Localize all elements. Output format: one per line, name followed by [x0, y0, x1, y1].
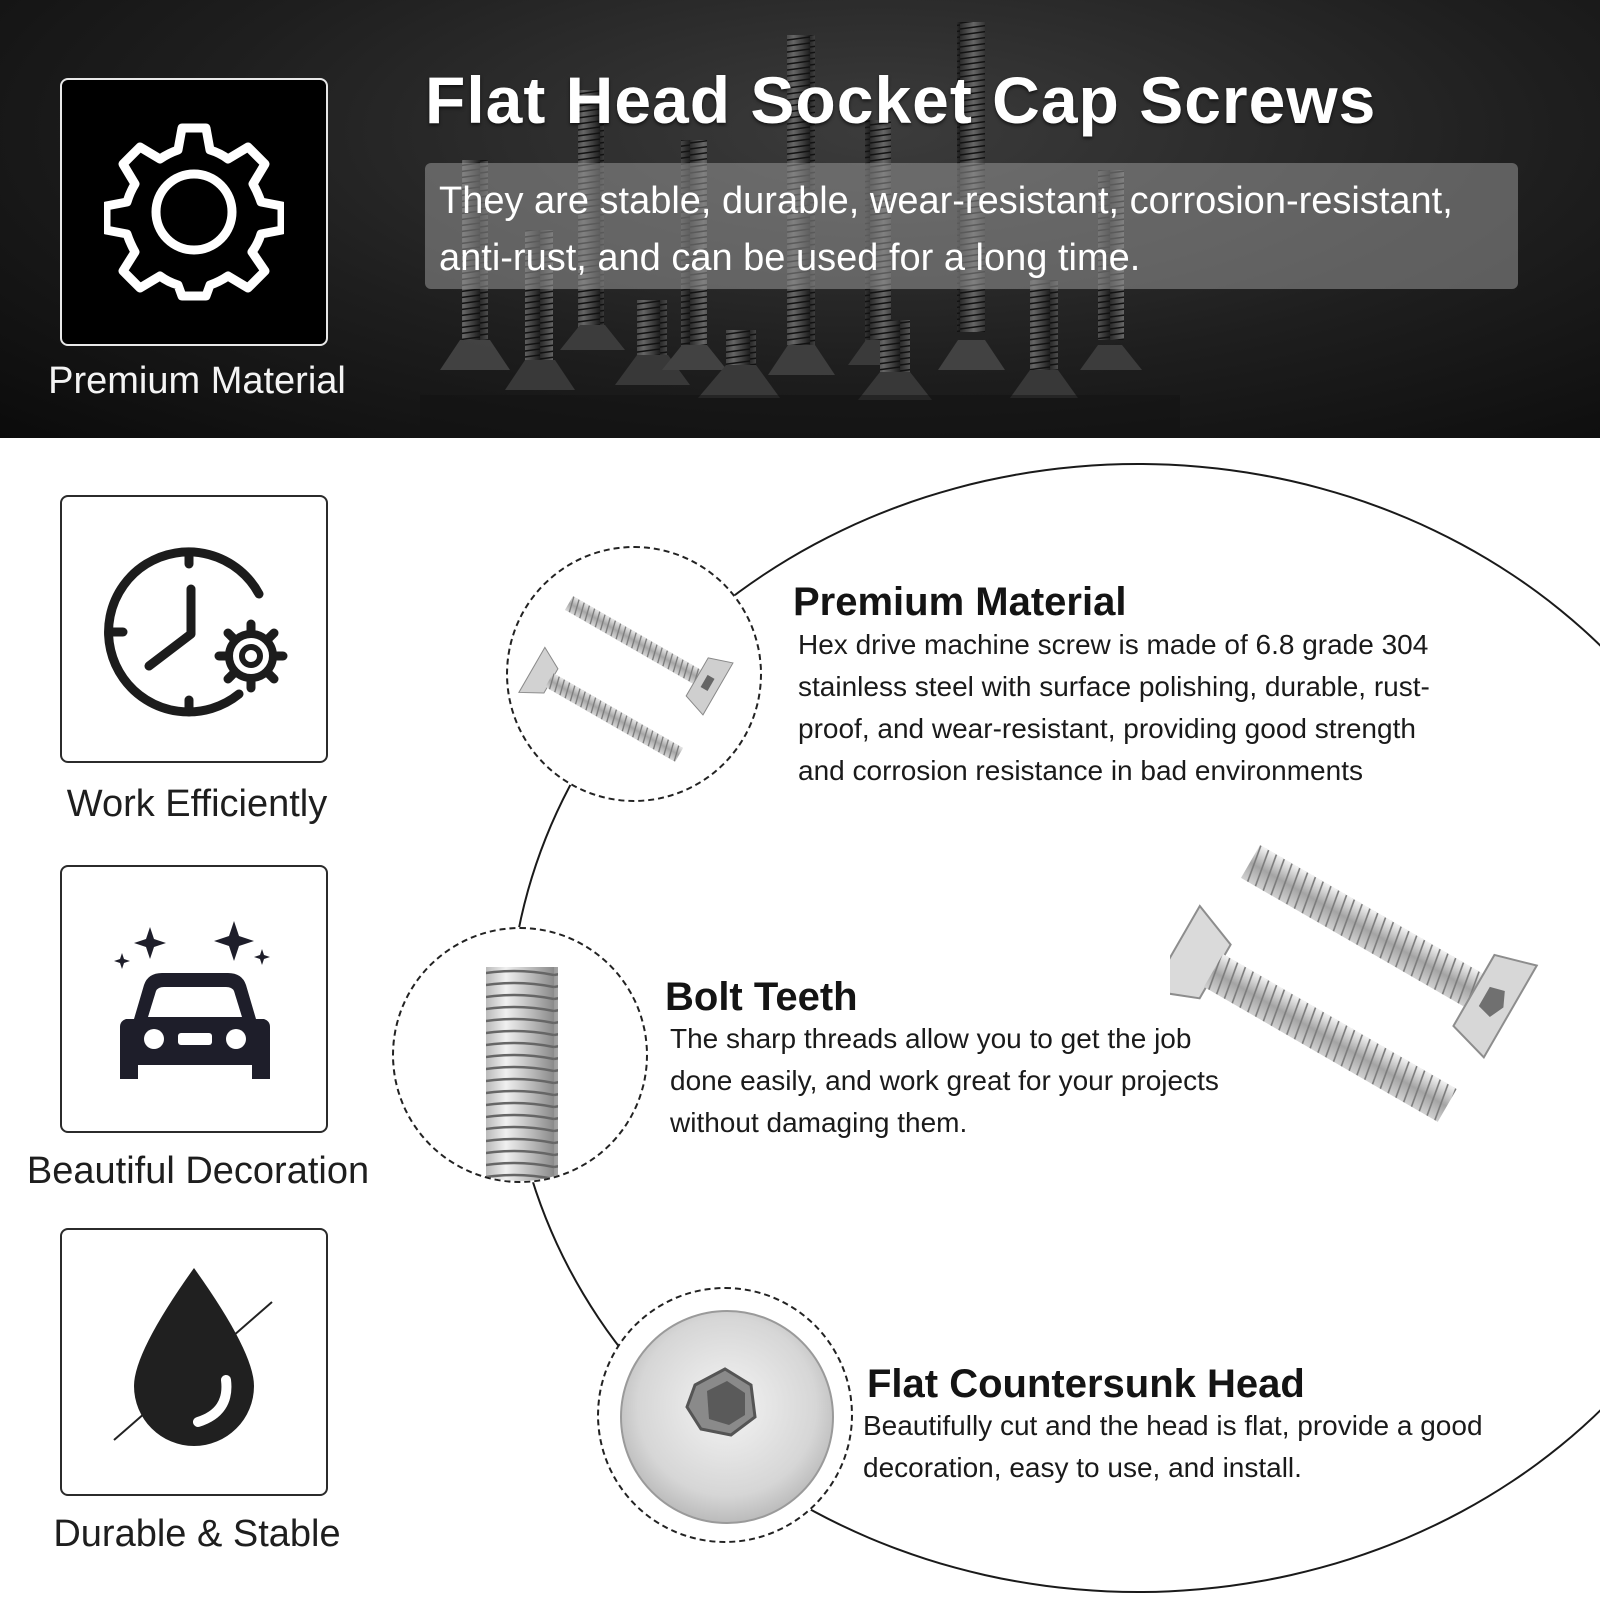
beautiful-decoration-icon-box [60, 865, 328, 1133]
section-body-premium-material: Hex drive machine screw is made of 6.8 grade 304 stainless steel with surface polishing, durable, rust-proof, and wear-resistant, providing good strength and corrosion resistance in bad environments [798, 629, 1430, 786]
large-screws-image [1170, 815, 1600, 1175]
section-title-bolt-teeth: Bolt Teeth [665, 975, 858, 1019]
water-drop-icon [94, 1262, 294, 1462]
screws-pair-image [506, 546, 762, 802]
subtitle-text: They are stable, durable, wear-resistant, corrosion-resistant, anti-rust, and can be used for a long time. [439, 180, 1453, 279]
clock-gear-icon [99, 534, 289, 724]
screws-pair-illustration [508, 548, 762, 802]
section-title-premium-material: Premium Material [793, 580, 1127, 624]
hex-socket-head-illustration [599, 1289, 853, 1543]
countersunk-head-closeup-image [597, 1287, 853, 1543]
section-body-bolt-teeth: The sharp threads allow you to get the job done easily, and work great for your projects without damaging them. [670, 1023, 1219, 1138]
premium-material-icon-box [60, 78, 328, 346]
feature-label-work-efficiently: Work Efficiently [66, 783, 328, 825]
durable-stable-icon-box [60, 1228, 328, 1496]
work-efficiently-icon-box [60, 495, 328, 763]
bolt-thread-closeup-image [392, 927, 648, 1183]
section-body-flat-countersunk-head: Beautifully cut and the head is flat, provide a good decoration, easy to use, and install. [863, 1410, 1483, 1483]
car-sparkle-icon [104, 909, 284, 1089]
section-title-flat-countersunk-head: Flat Countersunk Head [867, 1362, 1305, 1406]
page-title: Flat Head Socket Cap Screws [425, 63, 1377, 137]
bolt-thread-illustration [394, 929, 648, 1183]
feature-label-durable-stable: Durable & Stable [53, 1513, 341, 1555]
feature-label-premium-material: Premium Material [48, 360, 346, 402]
feature-label-beautiful-decoration: Beautiful Decoration [26, 1150, 370, 1192]
hero-banner [0, 0, 1600, 438]
gear-icon [104, 122, 284, 302]
subtitle-banner [425, 163, 1518, 289]
